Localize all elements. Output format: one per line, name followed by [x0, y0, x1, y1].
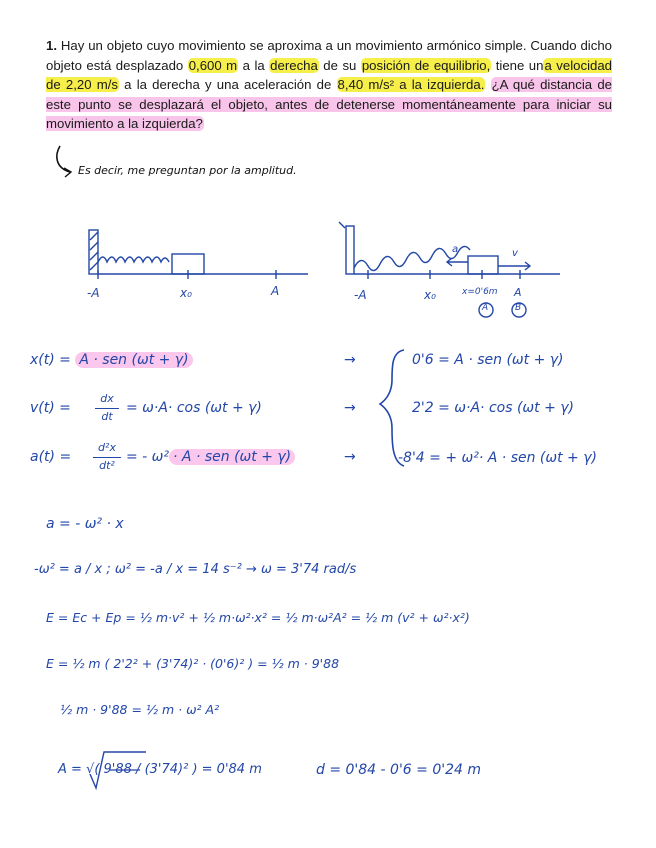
system-brace — [380, 350, 404, 466]
work-line-4: E = ½ m ( 2'2² + (3'74)² · (0'6)² ) = ½ m · 9'88 — [46, 656, 340, 671]
diagram-2 — [339, 222, 560, 317]
highlight-direction: derecha — [270, 57, 318, 73]
d2-vec-a: a — [452, 244, 459, 255]
arrow-2: → — [344, 400, 356, 416]
highlight-question: ¿A qué distancia de este punto se desplazará el objeto, antes de detenerse momentáneamente para iniciar su movimiento a la izquierda? — [46, 77, 612, 131]
wall-2 — [346, 226, 354, 274]
eq-x-rhs: A · sen (ωt + γ) — [75, 352, 192, 368]
highlight-acceleration: 8,40 m/s² a la izquierda. — [337, 77, 485, 92]
eq-x — [30, 352, 193, 368]
highlight-equilibrium: posición de equilibrio, — [361, 57, 491, 73]
work-line-7: d = 0'84 - 0'6 = 0'24 m — [316, 762, 481, 778]
d2-label-a: A — [514, 286, 522, 299]
d2-circle-b-label: B — [515, 303, 522, 313]
d2-label-neg-a: -A — [354, 288, 367, 302]
eq-a-rhs — [126, 449, 295, 465]
note-arrow — [57, 146, 70, 172]
block-2 — [468, 256, 498, 274]
eq-a-rhs-highlight: · A · sen (ωt + γ) — [169, 449, 295, 465]
d1-label-neg-a: -A — [87, 286, 100, 300]
d2-label-x0: x₀ — [424, 288, 436, 302]
eq-v-lhs: v(t) = — [30, 400, 71, 416]
d1-label-x0: x₀ — [180, 286, 192, 300]
eq-a-lhs: a(t) = — [30, 449, 72, 465]
d1-label-a: A — [271, 284, 280, 298]
sys-eq-1: 0'6 = A · sen (ωt + γ) — [412, 352, 564, 368]
eq-x-lhs: x(t) = — [30, 352, 71, 368]
problem-text: tiene un — [491, 57, 544, 73]
eq-v-rhs: = ω·A· cos (ωt + γ) — [126, 400, 262, 416]
eq-v-num: dx — [100, 392, 114, 405]
problem-text: a la derecha y una aceleración de — [118, 77, 337, 92]
diagram-1 — [89, 230, 308, 279]
d2-vec-v: v — [512, 248, 518, 259]
eq-v-den: dt — [101, 410, 113, 423]
work-line-6: A = √( 9'88 / (3'74)² ) = 0'84 m — [58, 762, 262, 777]
eq-a-rhs-pre: = - ω² — [126, 449, 170, 465]
problem-text: de su — [318, 57, 361, 73]
problem-text: a la — [238, 57, 270, 73]
eq-a-num: d²x — [98, 441, 116, 454]
note-arrowhead — [64, 168, 71, 177]
highlight-velocity: a velocidad de 2,20 m/s — [46, 57, 613, 92]
eq-a-den: dt² — [99, 459, 115, 472]
arrow-1: → — [344, 352, 356, 368]
problem-number: 1. — [46, 38, 57, 53]
d2-circle-a-label: A — [482, 303, 489, 313]
arrow-3: → — [344, 449, 356, 465]
eq-v-fraction-bar — [95, 408, 119, 409]
eq-a-fraction-bar — [93, 457, 121, 458]
work-line-1: a = - ω² · x — [46, 516, 124, 532]
work-line-5: ½ m · 9'88 = ½ m · ω² A² — [60, 702, 220, 717]
handwritten-note: Es decir, me preguntan por la amplitud. — [78, 164, 297, 177]
sys-eq-3: -8'4 = + ω²· A · sen (ωt + γ) — [398, 450, 597, 466]
work-line-2: -ω² = a / x ; ω² = -a / x = 14 s⁻² → ω = 3'74 rad/s — [34, 562, 357, 577]
spring-1 — [98, 257, 169, 262]
sys-eq-2: 2'2 = ω·A· cos (ωt + γ) — [412, 400, 575, 416]
problem-text: Hay un objeto cuyo movimiento se aproxima a un movimiento armónico simple. Cuando dicho objeto está desplazado — [46, 38, 612, 73]
d2-label-x: x=0'6m — [462, 287, 498, 297]
work-line-3: E = Ec + Ep = ½ m·v² + ½ m·ω²·x² = ½ m·ω²A² = ½ m (v² + ω²·x²) — [46, 610, 470, 625]
highlight-displacement: 0,600 m — [188, 57, 238, 73]
